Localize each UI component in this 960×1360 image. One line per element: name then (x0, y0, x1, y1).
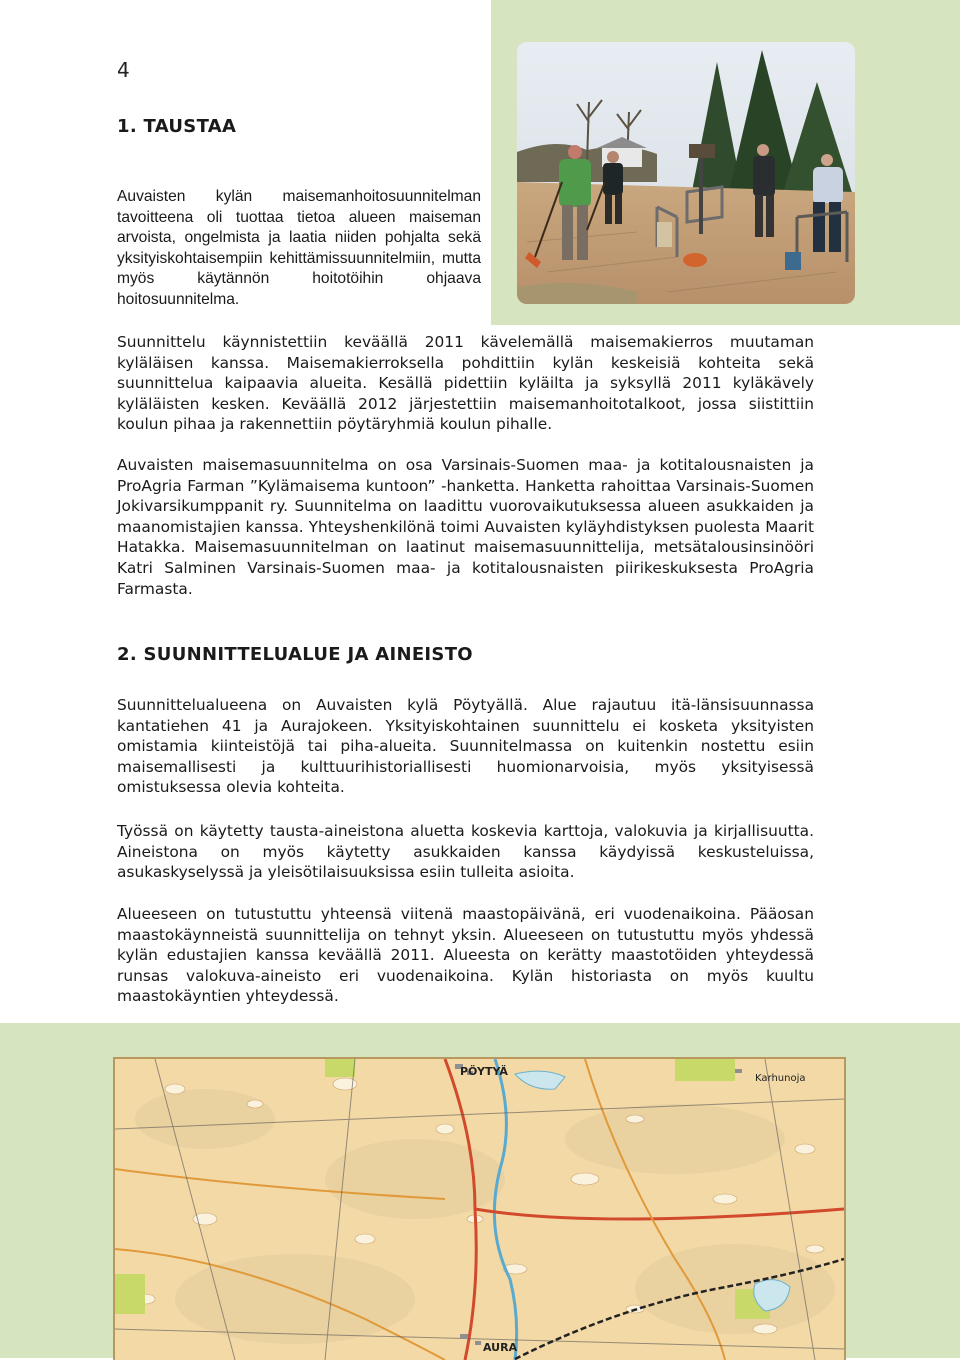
section-2-heading: 2. SUUNNITTELUALUE JA AINEISTO (117, 644, 473, 665)
map-label-poytya: PÖYTYÄ (460, 1065, 508, 1078)
section-1-intro: Auvaisten kylän maisemanhoitosuunnitelman tavoitteena oli tuottaa tietoa alueen maiseman arvoista, ongelmista ja laatia niiden pohjalta sekä yksityiskohtaisempiin kehittämissuunnitelmiin, mutta myös käytännön hoitotöihin ohjaava hoitosuunnitelma. (117, 188, 481, 308)
section-2-paragraph-3: Alueeseen on tutustuttu yhteensä viitenä maastopäivänä, eri vuodenaikoina. Pääosan maastokäynneistä suunnittelija on tehnyt yksin. Alueeseen on tutustuttu myös yhdessä kylän edustajien kanssa keväällä 2011. Alueesta on kerätty maastotöiden yhteydessä runsas valokuva-aineisto eri vuodenaikoina. Kylän historiasta on myös kuultu maastokäyntien yhteydessä. (117, 905, 814, 1006)
landscape-work-photo (517, 42, 855, 304)
page-number: 4 (117, 58, 130, 82)
section-2-paragraph-2: Työssä on käytetty tausta-aineistona aluetta koskevia karttoja, valokuvia ja kirjallisuutta. Aineistona on myös käytetty asukkaiden kanssa käydyissä keskusteluissa, asukaskyselyssä ja yleisötilaisuuksissa esiin tulleita asioita. (117, 822, 814, 882)
section-1-paragraph-1: Suunnittelu käynnistettiin keväällä 2011 kävelemällä maisemakierros muutaman kyläläisen kanssa. Maisemakierroksella pohdittiin kylän keskeisiä kohteita sekä suunnittelua kaipaavia alueita. Kesällä pidettiin kyläilta ja syksyllä 2011 kyläkävely kyläläisten kesken. Keväällä 2012 järjestettiin maisemanhoitotalkoot, jossa siistittiin koulun pihaa ja rakennettiin pöytäryhmiä koulun pihalle. (117, 333, 814, 434)
area-map (113, 1057, 846, 1360)
section-2-paragraph-1: Suunnittelualueena on Auvaisten kylä Pöytyällä. Alue rajautuu itä-länsisuunnassa kantatiehen 41 ja Aurajokeen. Yksityiskohtainen suunnittelu ei kosketa yksityisten omistamia kiinteistöjä tai piha-alueita. Suunnitelmassa on kuitenkin nostettu esiin maisemallisesti ja kulttuurihistoriallisesti huomionarvoisia, myös yksityisessä omistuksessa olevia kohteita. (117, 696, 814, 797)
section-1-paragraph-2: Auvaisten maisemasuunnitelma on osa Varsinais-Suomen maa- ja kotitalousnaisten ja ProAgria Farman ”Kylämaisema kuntoon” -hanketta. Hanketta rahoittaa Varsinais-Suomen Jokivarsikumppanit ry. Suunnitelma on laadittu vuorovaikutuksessa alueen asukkaiden ja maanomistajien kanssa. Yhteyshenkilönä toimi Auvaisten kyläyhdistyksen puolesta Maarit Hatakka. Maisemasuunnitelman on laatinut maisemasuunnittelija, metsätalousinsinööri Katri Salminen Varsinais-Suomen maa- ja kotitalousnaisten piirikeskuksesta ProAgria Farmasta. (117, 456, 814, 598)
map-label-aura: AURA (483, 1341, 518, 1354)
section-1-heading: 1. TAUSTAA (117, 116, 237, 137)
map-label-karhunoja: Karhunoja (755, 1073, 806, 1084)
